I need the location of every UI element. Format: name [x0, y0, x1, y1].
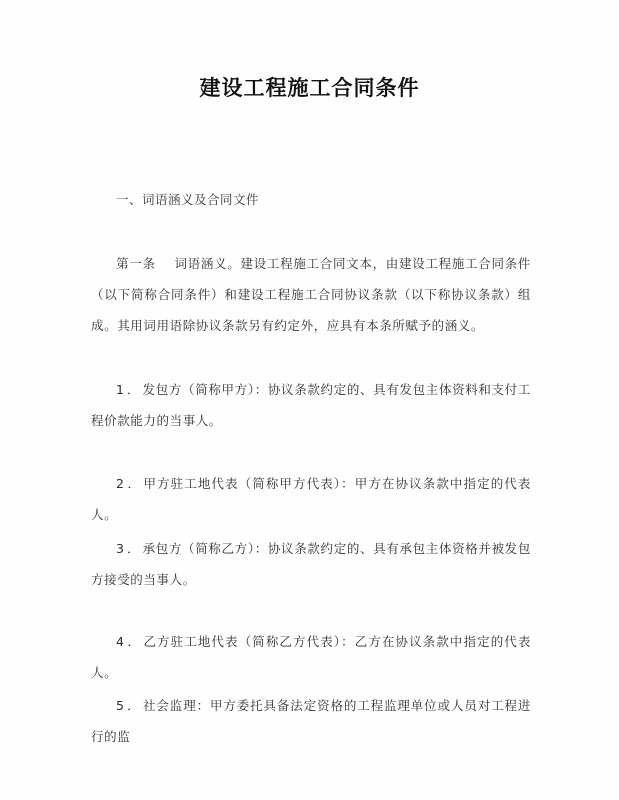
article-gap: [156, 256, 175, 271]
definition-item: [91, 533, 531, 595]
item-number: 4．: [116, 634, 144, 649]
definition-item: [91, 374, 531, 436]
item-number: 5．: [116, 698, 144, 713]
item-text: 甲方驻工地代表（简称甲方代表）：甲方在协议条款中指定的代表人。: [91, 476, 532, 522]
document-title: 建设工程施工合同条件: [199, 76, 420, 100]
article-text: 词语涵义。建设工程施工合同文本，由建设工程施工合同条件（以下简称合同条件）和建设工程施工合同协议条款（以下称协议条款）组成。其用词用语除协议条款另有约定外，应具有本条所赋予的涵义。: [91, 256, 531, 333]
article-label: 第一条: [116, 256, 156, 271]
definition-item: [91, 626, 531, 688]
section-heading: 一、词语涵义及合同文件: [116, 192, 260, 207]
item-number: 3．: [116, 541, 143, 556]
item-text: 乙方驻工地代表（简称乙方代表）：乙方在协议条款中指定的代表人。: [91, 634, 532, 680]
item-number: 2．: [116, 476, 144, 491]
definition-item: [91, 690, 531, 752]
article-1-paragraph: [91, 248, 531, 341]
definition-item: [91, 468, 531, 530]
item-text: 社会监理：甲方委托具备法定资格的工程监理单位或人员对工程进行的监: [91, 698, 531, 744]
item-text: 承包方（简称乙方）：协议条款约定的、具有承包主体资格并被发包方接受的当事人。: [91, 541, 531, 587]
item-number: 1．: [116, 382, 143, 397]
item-text: 发包方（简称甲方）：协议条款约定的、具有发包主体资料和支付工程价款能力的当事人。: [91, 382, 531, 428]
